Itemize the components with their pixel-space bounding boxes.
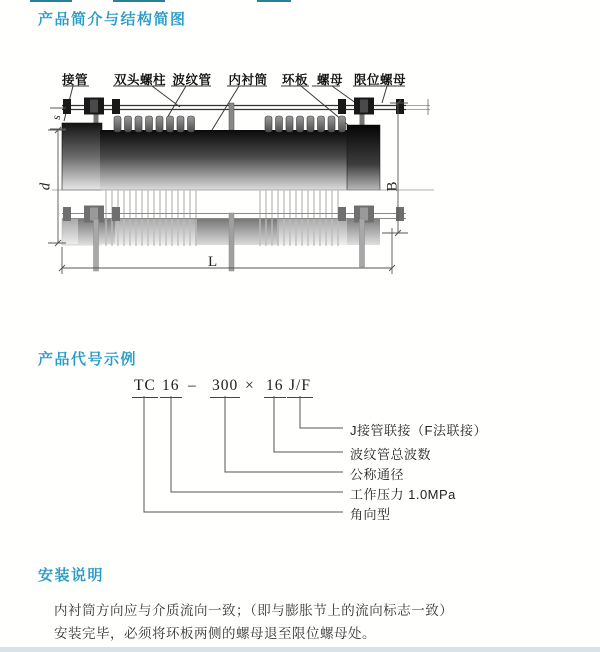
- code-segment-conn: J/F: [287, 377, 313, 398]
- structure-diagram: [37, 62, 460, 297]
- part-label-huanban: 环板: [281, 73, 309, 87]
- callout-waves: 波纹管总波数: [350, 447, 432, 462]
- top-edge-artifact: [257, 0, 291, 2]
- joint-body-upper: [62, 123, 380, 190]
- install-note-line2: 安装完毕，必须将环板两侧的螺母退至限位螺母处。: [54, 626, 376, 641]
- top-edge-artifact: [113, 0, 165, 2]
- part-label-bowenguan: 波纹管: [172, 73, 212, 87]
- section-title-install: 安装说明: [38, 567, 105, 584]
- callout-dn: 公称通径: [350, 467, 405, 482]
- code-segment-pressure: 16: [160, 377, 182, 398]
- top-edge-artifact: [30, 0, 72, 2]
- dim-label-s: s: [48, 115, 63, 120]
- part-label-luomu: 螺母: [316, 73, 344, 87]
- page-bottom-rule: [0, 647, 600, 652]
- dim-label-L: L: [208, 254, 218, 270]
- code-segment-dn: 300: [210, 377, 240, 398]
- code-callout-lines: [130, 396, 360, 526]
- section-title-structure: 产品简介与结构简图: [38, 11, 187, 28]
- part-label-jieguan: 接管: [61, 73, 89, 87]
- code-segment-waves: 16: [264, 377, 286, 398]
- code-segment-dash: –: [188, 377, 197, 394]
- install-note-line1: 内衬筒方向应与介质流向一致；（即与膨胀节上的流向标志一致）: [54, 603, 454, 618]
- section-title-code: 产品代号示例: [38, 351, 138, 368]
- dim-label-d: d: [37, 182, 54, 191]
- dim-label-B: B: [384, 181, 401, 192]
- part-label-shuangtou: 双头螺柱: [113, 73, 167, 87]
- callout-type: 角向型: [350, 507, 391, 522]
- part-label-xianwei: 限位螺母: [353, 73, 407, 87]
- callout-connection: J接管联接（F法联接）: [350, 423, 487, 438]
- callout-pressure: 工作压力 1.0MPa: [350, 487, 456, 502]
- code-segment-type: TC: [132, 377, 158, 398]
- code-segment-times: ×: [245, 377, 255, 394]
- structure-diagram-linework: [40, 62, 460, 297]
- part-label-neichentong: 内衬筒: [228, 73, 268, 87]
